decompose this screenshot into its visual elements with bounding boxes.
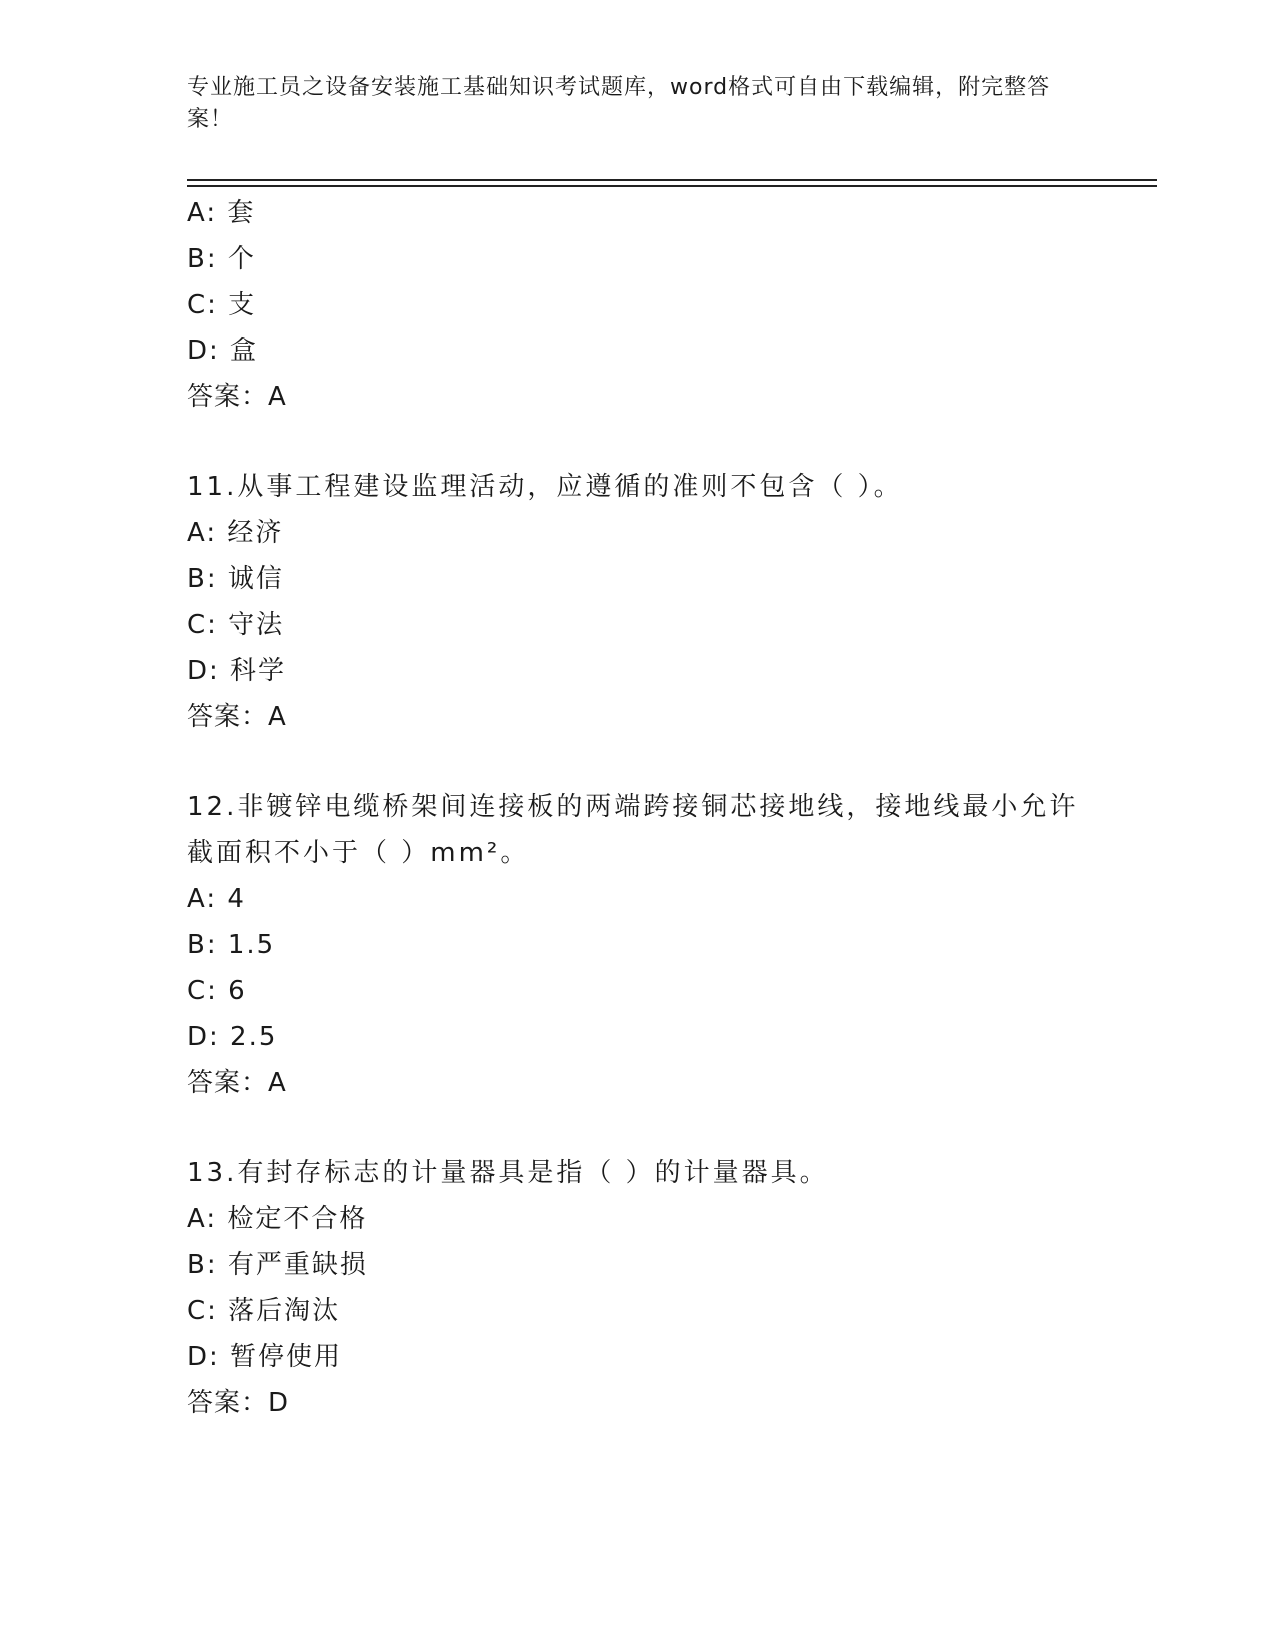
- option-b: B: 诚信: [187, 564, 284, 594]
- option-a: A: 经济: [187, 518, 284, 548]
- option-a: A: 4: [187, 884, 246, 914]
- answer-line: 答案：D: [187, 1388, 290, 1418]
- option-b: B: 有严重缺损: [187, 1250, 368, 1280]
- option-d: D: 科学: [187, 656, 287, 686]
- header-divider-bottom: [187, 185, 1157, 187]
- option-c: C: 守法: [187, 610, 285, 640]
- answer-line: 答案：A: [187, 702, 287, 732]
- answer-line: 答案：A: [187, 1068, 287, 1098]
- question-text: 11.从事工程建设监理活动，应遵循的准则不包含（ ）。: [187, 472, 903, 502]
- option-a: A: 套: [187, 198, 256, 228]
- option-c: C: 落后淘汰: [187, 1296, 341, 1326]
- question-11: [187, 464, 1087, 740]
- document-content: [187, 190, 1087, 1426]
- option-d: D: 盒: [187, 336, 259, 366]
- answer-line: 答案：A: [187, 382, 287, 412]
- option-b: B: 1.5: [187, 930, 276, 960]
- question-text: 13.有封存标志的计量器具是指（ ）的计量器具。: [187, 1158, 829, 1188]
- header-divider-top: [187, 179, 1157, 181]
- question-13: [187, 1150, 1087, 1426]
- option-b: B: 个: [187, 244, 256, 274]
- question-text: 12.非镀锌电缆桥架间连接板的两端跨接铜芯接地线，接地线最小允许截面积不小于（ ）mm²。: [187, 792, 1079, 868]
- option-a: A: 检定不合格: [187, 1204, 368, 1234]
- question-12: [187, 784, 1087, 1106]
- document-header: 专业施工员之设备安装施工基础知识考试题库，word格式可自由下载编辑，附完整答案！: [187, 75, 1051, 132]
- option-d: D: 暂停使用: [187, 1342, 343, 1372]
- option-c: C: 支: [187, 290, 257, 320]
- question-10-continued: [187, 190, 1087, 420]
- option-d: D: 2.5: [187, 1022, 278, 1052]
- option-c: C: 6: [187, 976, 247, 1006]
